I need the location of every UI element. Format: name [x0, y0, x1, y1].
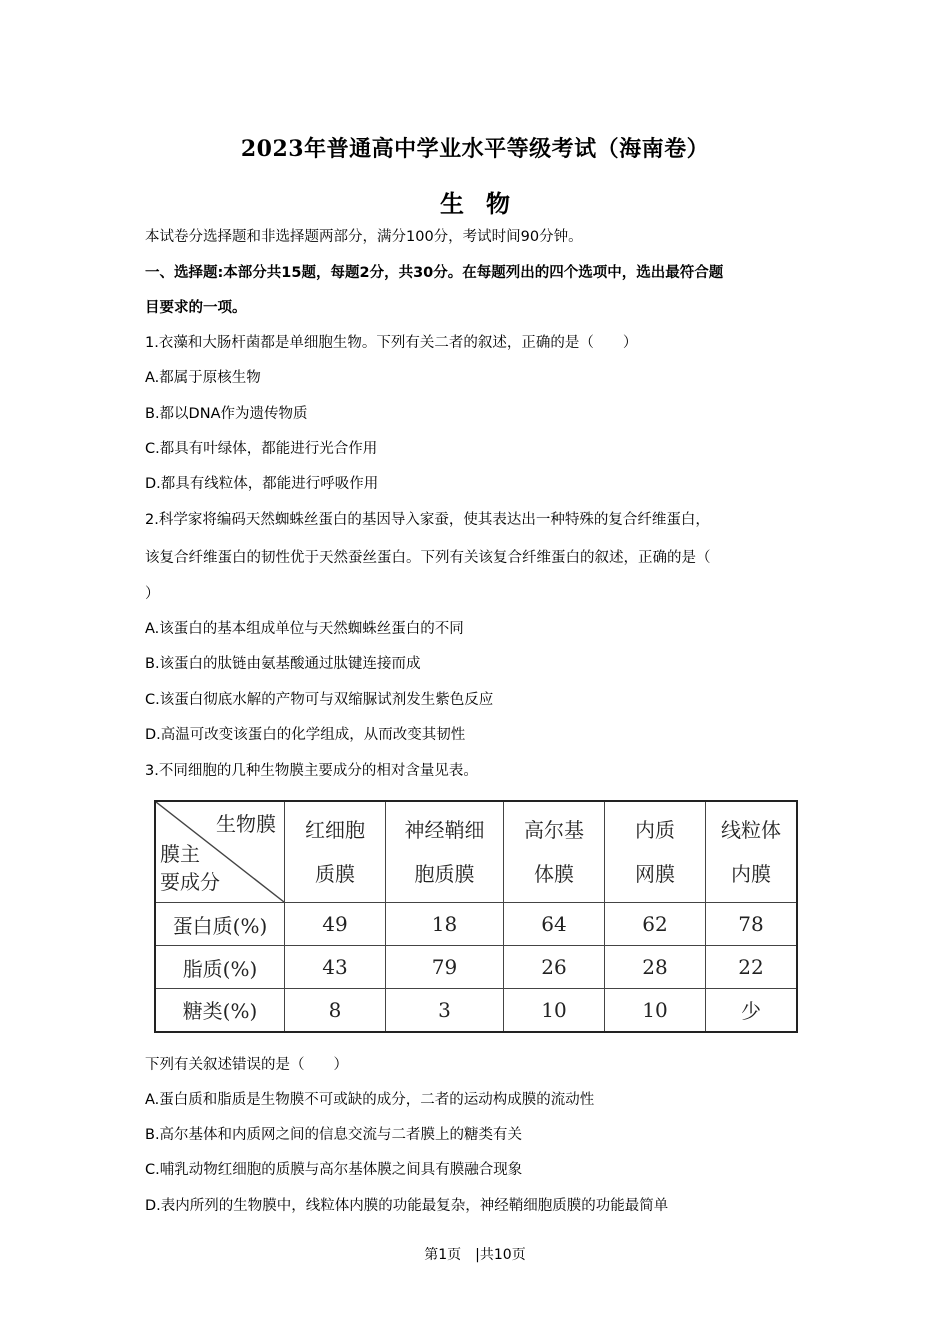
table-cell: 49 — [285, 903, 386, 946]
intro-text: 本试卷分选择题和非选择题两部分，满分100分，考试时间90分钟。 — [145, 229, 583, 245]
question-2-option-d: D.高温可改变该蛋白的化学组成，从而改变其韧性 — [145, 727, 466, 743]
column-header-golgi-membrane: 高尔基 体膜 — [504, 801, 605, 903]
question-1-option-c: C.都具有叶绿体，都能进行光合作用 — [145, 441, 378, 457]
table-cell: 10 — [605, 989, 706, 1032]
table-cell: 62 — [605, 903, 706, 946]
section-heading-line-1: 一、选择题:本部分共15题，每题2分，共30分。在每题列出的四个选项中，选出最符合题 — [145, 265, 724, 281]
page-footer: 第1页 |共10页 — [424, 1247, 526, 1263]
question-2-option-b: B.该蛋白的肽链由氨基酸通过肽键连接而成 — [145, 656, 421, 672]
column-header-rbc-membrane: 红细胞 质膜 — [285, 801, 386, 903]
question-1-option-a: A.都属于原核生物 — [145, 370, 261, 386]
corner-label-membrane: 生物膜 — [216, 812, 276, 836]
table-header-row — [155, 801, 797, 903]
question-2-option-a: A.该蛋白的基本组成单位与天然蜘蛛丝蛋白的不同 — [145, 621, 464, 637]
question-3-option-d: D.表内所列的生物膜中，线粒体内膜的功能最复杂，神经鞘细胞质膜的功能最简单 — [145, 1198, 669, 1214]
table-row-carbohydrate — [155, 989, 797, 1032]
row-label: 糖类(%) — [155, 989, 285, 1032]
table-cell: 26 — [504, 946, 605, 989]
table-cell: 3 — [386, 989, 504, 1032]
column-header-mito-inner-membrane: 线粒体 内膜 — [706, 801, 798, 903]
row-label: 蛋白质(%) — [155, 903, 285, 946]
exam-title: 2023年普通高中学业水平等级考试（海南卷） — [240, 136, 710, 162]
question-2-option-c: C.该蛋白彻底水解的产物可与双缩脲试剂发生紫色反应 — [145, 692, 494, 708]
table-cell: 22 — [706, 946, 798, 989]
question-1-option-d: D.都具有线粒体，都能进行呼吸作用 — [145, 476, 379, 492]
membrane-composition-table — [154, 800, 798, 1033]
table-cell: 43 — [285, 946, 386, 989]
table-cell: 少 — [706, 989, 798, 1032]
table-corner-cell — [155, 801, 285, 903]
question-3-option-b: B.高尔基体和内质网之间的信息交流与二者膜上的糖类有关 — [145, 1127, 523, 1143]
question-3-option-c: C.哺乳动物红细胞的质膜与高尔基体膜之间具有膜融合现象 — [145, 1162, 523, 1178]
question-2-stem-line-3: ） — [145, 586, 160, 602]
table-cell: 10 — [504, 989, 605, 1032]
question-1-option-b: B.都以DNA作为遗传物质 — [145, 406, 308, 422]
question-3-stem: 3.不同细胞的几种生物膜主要成分的相对含量见表。 — [145, 763, 478, 779]
table-row-lipid — [155, 946, 797, 989]
table-row-protein — [155, 903, 797, 946]
table-cell: 64 — [504, 903, 605, 946]
table-cell: 78 — [706, 903, 798, 946]
table-cell: 28 — [605, 946, 706, 989]
table-cell: 8 — [285, 989, 386, 1032]
question-3-prompt: 下列有关叙述错误的是（ ） — [145, 1057, 348, 1073]
row-label: 脂质(%) — [155, 946, 285, 989]
column-header-schwann-membrane: 神经鞘细 胞质膜 — [386, 801, 504, 903]
section-heading-line-2: 目要求的一项。 — [145, 300, 247, 316]
table-cell: 79 — [386, 946, 504, 989]
corner-label-component-1: 膜主 — [160, 842, 200, 866]
question-2-stem-line-1: 2.科学家将编码天然蜘蛛丝蛋白的基因导入家蚕，使其表达出一种特殊的复合纤维蛋白， — [145, 512, 710, 528]
table-cell: 18 — [386, 903, 504, 946]
subject-title: 生物 — [440, 189, 532, 218]
question-3-option-a: A.蛋白质和脂质是生物膜不可或缺的成分，二者的运动构成膜的流动性 — [145, 1092, 595, 1108]
question-1-stem: 1.衣藻和大肠杆菌都是单细胞生物。下列有关二者的叙述，正确的是（ ） — [145, 335, 638, 351]
corner-label-component-2: 要成分 — [160, 870, 220, 894]
question-2-stem-line-2: 该复合纤维蛋白的韧性优于天然蚕丝蛋白。下列有关该复合纤维蛋白的叙述，正确的是（ — [145, 550, 711, 566]
column-header-er-membrane: 内质 网膜 — [605, 801, 706, 903]
